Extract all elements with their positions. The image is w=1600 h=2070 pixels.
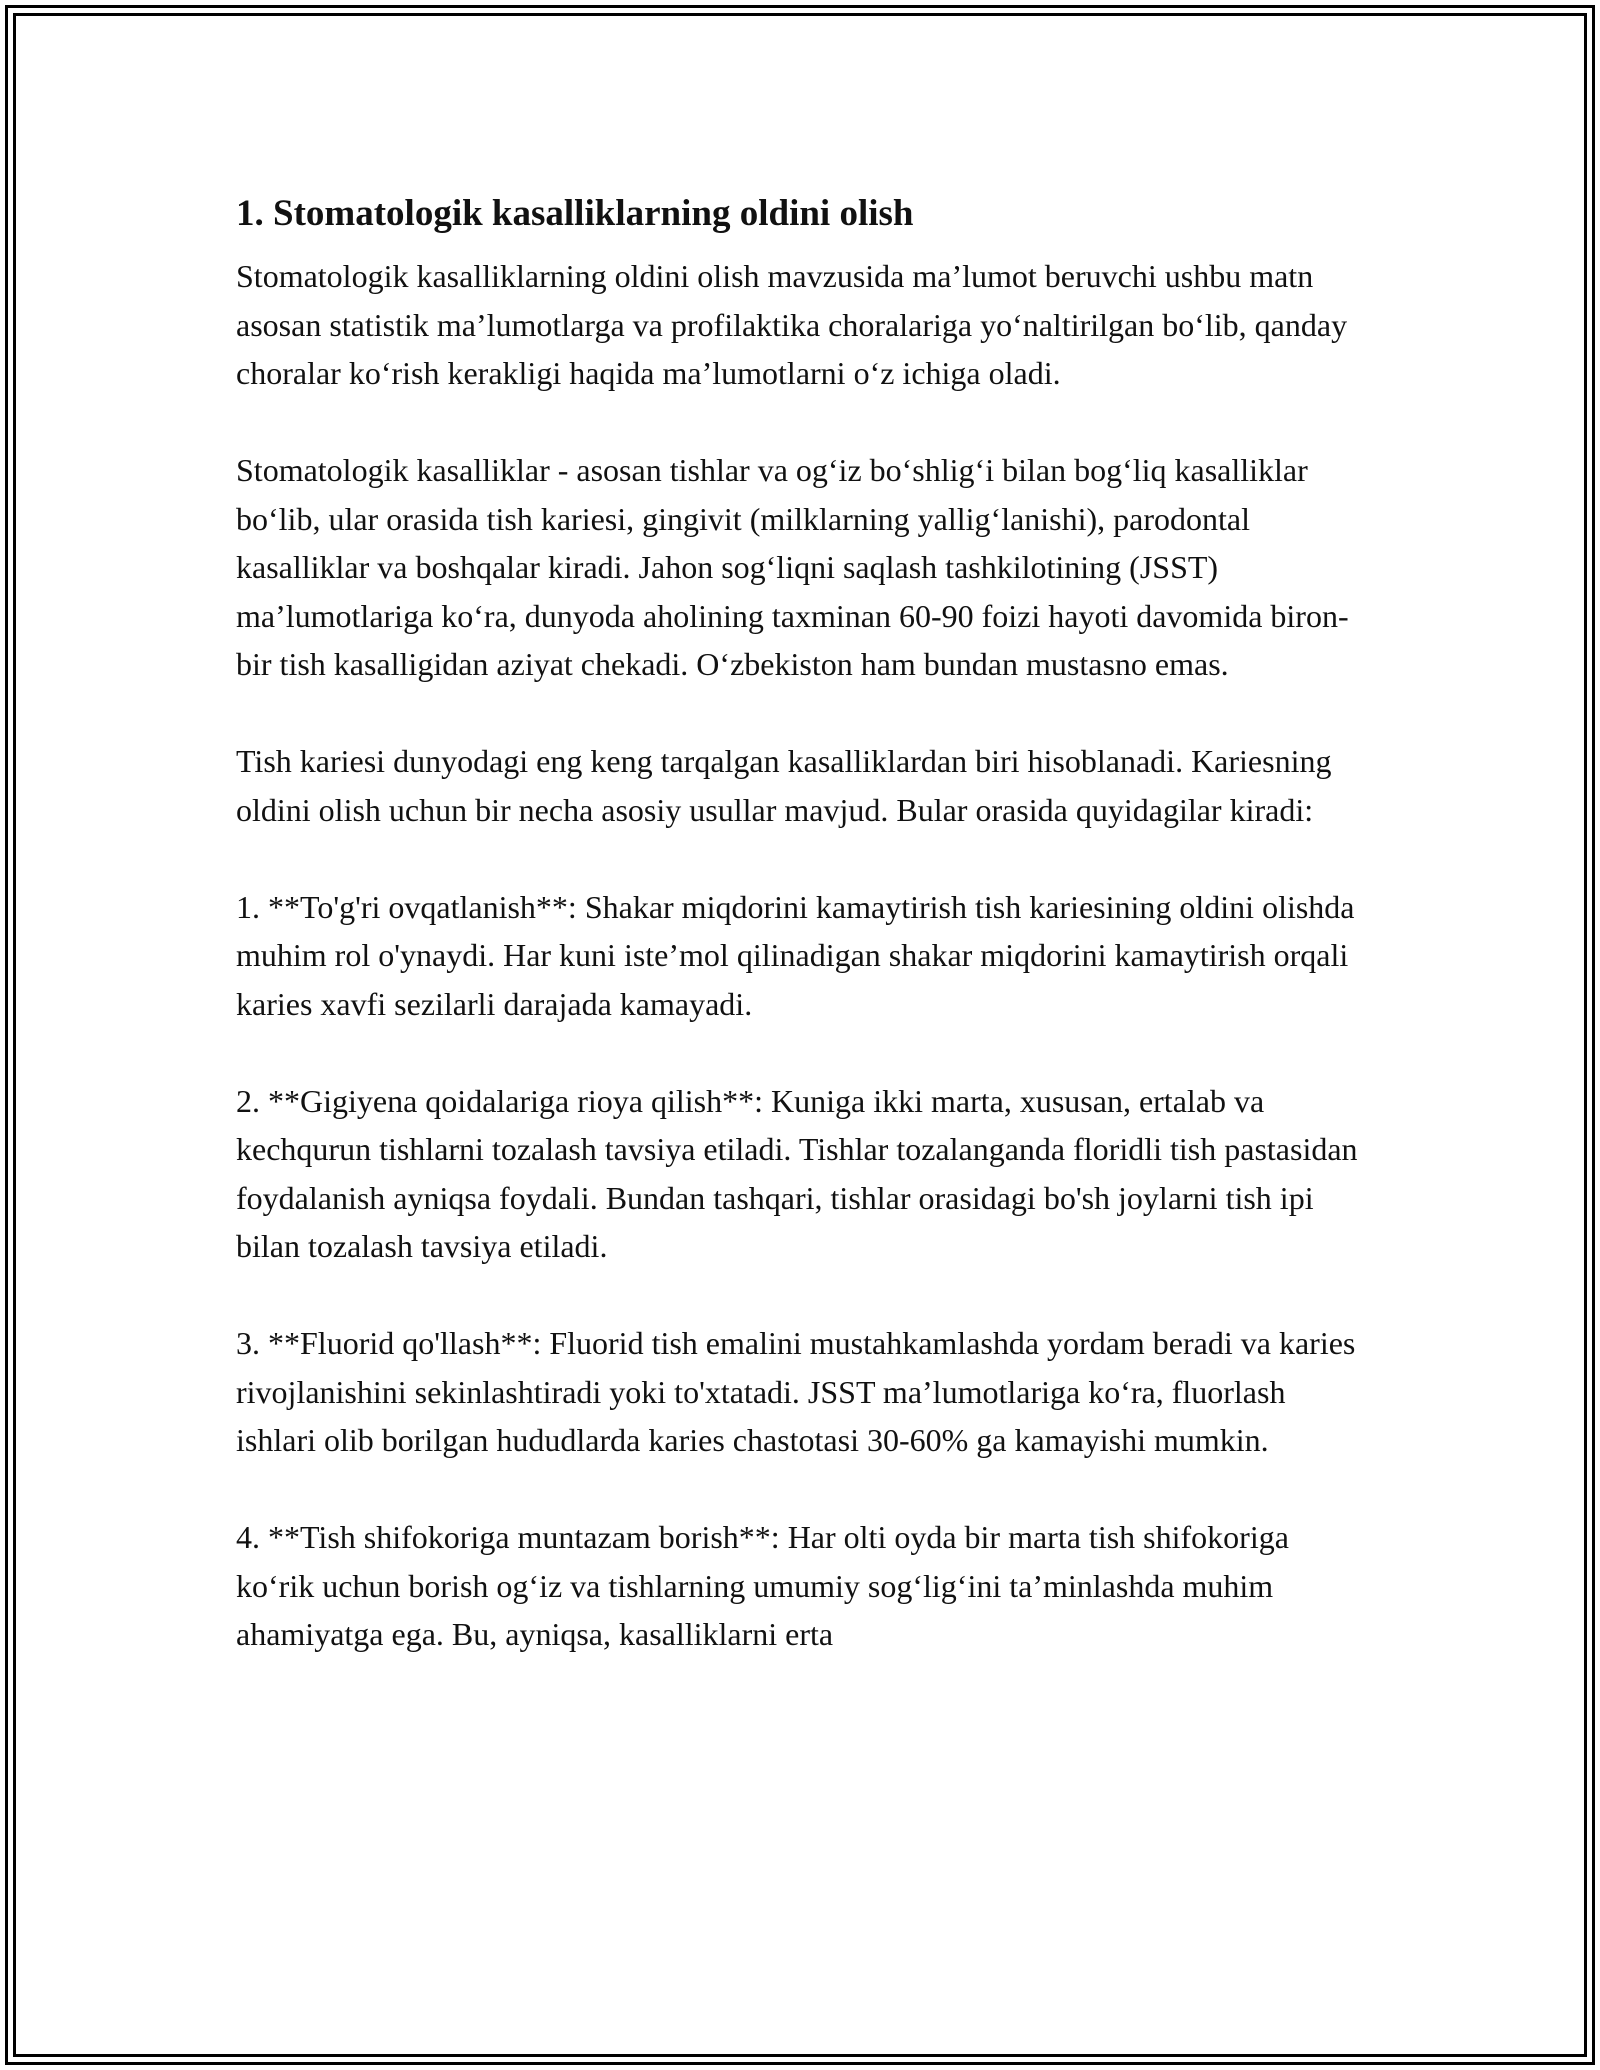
- section-title: 1. Stomatologik kasalliklarning oldini olish: [236, 193, 914, 234]
- document-body: [236, 184, 1366, 1659]
- list-item-fluoride: 3. **Fluorid qo'llash**: Fluorid tish emalini mustahkamlashda yordam beradi va karies rivojlanishini sekinlashtiradi yoki to'xtatadi. JSST ma’lumotlariga ko‘ra, fluorlash ishlari olib borilgan hududlarda karies chastotasi 30-60% ga kamayishi mumkin.: [236, 1325, 1356, 1458]
- intro-paragraph: Stomatologik kasalliklarning oldini olish mavzusida ma’lumot beruvchi ushbu matn asosan statistik ma’lumotlarga va profilaktika choralariga yo‘naltirilgan bo‘lib, qanday choralar ko‘rish kerakligi haqida ma’lumotlarni o‘z ichiga oladi.: [236, 258, 1348, 391]
- definition-paragraph: Stomatologik kasalliklar - asosan tishlar va og‘iz bo‘shlig‘i bilan bog‘liq kasalliklar bo‘lib, ular orasida tish kariesi, gingivit (milklarning yallig‘lanishi), parodontal kasalliklar va boshqalar kiradi. Jahon sog‘liqni saqlash tashkilotining (JSST) ma’lumotlariga ko‘ra, dunyoda aholining taxminan 60-90 foizi hayoti davomida biron-bir tish kasalligidan aziyat chekadi. O‘zbekiston ham bundan mustasno emas.: [236, 452, 1349, 682]
- list-item-hygiene: 2. **Gigiyena qoidalariga rioya qilish**: Kuniga ikki marta, xususan, ertalab va kechqurun tishlarni tozalash tavsiya etiladi. Tishlar tozalanganda floridli tish pastasidan foydalanish ayniqsa foydali. Bundan tashqari, tishlar orasidagi bo'sh joylarni tish ipi bilan tozalash tavsiya etiladi.: [236, 1082, 1358, 1264]
- caries-paragraph: Tish kariesi dunyodagi eng keng tarqalgan kasalliklardan biri hisoblanadi. Kariesning oldini olish uchun bir necha asosiy usullar mavjud. Bular orasida quyidagilar kiradi:: [236, 743, 1332, 828]
- list-item-dentist-visits: 4. **Tish shifokoriga muntazam borish**: Har olti oyda bir marta tish shifokoriga ko‘rik uchun borish og‘iz va tishlarning umumiy sog‘lig‘ini ta’minlashda muhim ahamiyatga ega. Bu, ayniqsa, kasalliklarni erta: [236, 1519, 1289, 1652]
- list-item-nutrition: 1. **To'g'ri ovqatlanish**: Shakar miqdorini kamaytirish tish kariesining oldini olishda muhim rol o'ynaydi. Har kuni iste’mol qilinadigan shakar miqdorini kamaytirish orqali karies xavfi sezilarli darajada kamayadi.: [236, 888, 1355, 1022]
